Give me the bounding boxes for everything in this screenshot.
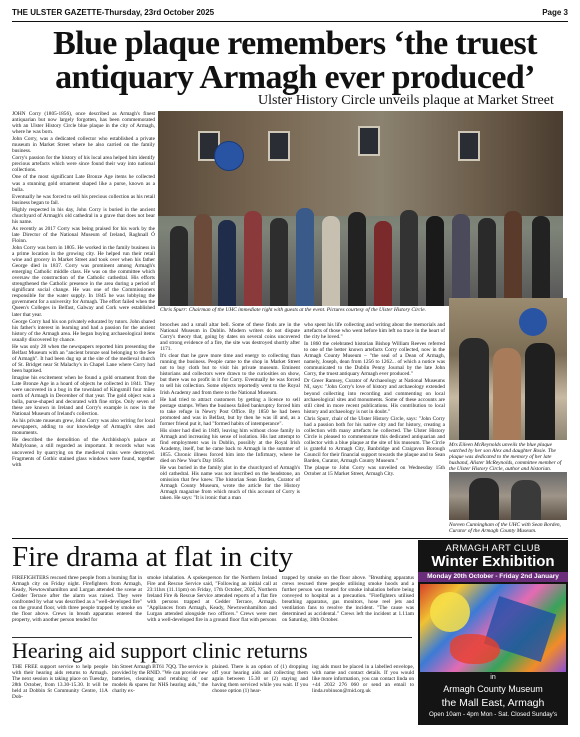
section-divider (12, 538, 568, 539)
fire-column-3: trapped by smoke on the floor above. "Breathing apparatus crews rescued three people utilising smoke hoods and a further person was treated for smoke inhalation before being conveyed to hospital as a precaution. "Firefighters utilised breathing apparatus, gas monitors, hose reel jets and ventilation fans to resolve the incident. "The cause was determined as accidental." Crews left the incident at 1.11am on Saturday, 18th October. (282, 575, 414, 624)
story1-column-2: brooches and a small altar bell. Some of these finds are in the National Museum in Dublin. Modern writers do not dispute Corry's theory that, going by dates on several coins uncovered and strong evidence of a fire, the site was destroyed shortly after 1171. It's clear that he gave more time and energy to collecting than running the business. People came to the shop in Market Street not to buy cloth but to visit his private museum. Eminent historians and collectors were drawn to the curiosities on show, but there was no profit in it for Corry. Eventually he was forced to sell his collection. Some objects reportedly went to the Royal Irish Academy and from there to the National Museum. He had tried to attract customers by getting a licence to sell postage stamps. When the business failed bankruptcy forced him to take refuge in Newry Post Office. By 1850 he had been promoted and was in Belfast, but by then he was ill and, as a former friend put it, had "formed habits of intemperance". His sister had died in 1849, leaving him without close family in Armagh and increasing his sense of isolation. His last attempt to find employment was in Dublin, possibly at the Royal Irish Academy, itself, but he came back to Armagh in the summer of 1855. Chronic illness forced him into the Infirmary, where he died on New Year's Day 1856. He was buried in the family plot in the churchyard of Armagh's old cathedral. His name was not inscribed on the headstone, an omission that few knew. The historian Sean Barden, Curator of Armagh County Museum, wrote the article for the History Armagh magazine from which much of this account of Corry is taken. He says: "It is ironic that a man (160, 322, 300, 502)
fire-column-2: smoke inhalation. A spokesperson for the Northern Ireland Fire and Rescue Service said, "Following an initial call at 23:11hrs (11.11pm) on Friday, 17th October, 2025, Northern Ireland Fire & Rescue Service attended reports of a flat fire with persons trapped at Cedder Terrace, Armagh. "Appliances from Armagh, Keady, Newtownhamilton and Lurgan attended alongside two officers." Crews were met with a well-developed fire in a ground floor flat with persons (147, 575, 277, 624)
advert-venue-place: the Mall East, Armagh (441, 697, 545, 709)
advert-title: ARMAGH ART CLUB (445, 543, 541, 554)
hearing-headline: Hearing aid support clinic returns (12, 637, 412, 663)
page-number: Page 3 (542, 8, 568, 17)
advert-dates: Monday 20th October - Friday 2nd January (418, 572, 568, 582)
unveiling-photo (449, 298, 567, 440)
advert-venue-intro: in (490, 674, 496, 681)
side-caption-unveiling: Mrs Eileen McReynolds unveils the blue plaque watched by her son Alex and daughter Rosie. The plaque was dedicated to the memory of her late husband, Alister McReynolds, committee member of the Ulster History Circle, author and historian. (449, 442, 562, 472)
side-caption-curator: Noreen Cunningham of the UHC with Sean Borden, Curator of the Armagh County Museum. (449, 522, 561, 534)
newspaper-dateline: THE ULSTER GAZETTE-Thursday, 23rd October 2025 (12, 8, 215, 17)
curator-photo (449, 472, 567, 520)
page-header (12, 8, 568, 22)
fire-headline: Fire drama at flat in city (12, 541, 294, 573)
hearing-column-2: bin Street Armagh BT61 7QQ. The service is provided by the RNID. "We can provide new batteries, cleaning and retubing of our models & spares for NHS hearing aids," the charity ex- (112, 664, 208, 695)
blue-plaque-icon (214, 141, 244, 171)
hearing-column-1: THE FREE support service to help people with their hearing aids returns to Armagh. The next session is taking place on Tuesday, 28th October, from 13.30-15.30. It will be held at Dobbin St Community Centre, 11A Dob- (12, 664, 108, 701)
advert-venue: Armagh County Museum (443, 684, 543, 694)
hearing-column-3: plained. There is an option of (1) dropping off your hearing aids and collecting them again between 15.30 or (2) staying and having them serviced while you wait. If you choose option (1) hear- (212, 664, 308, 695)
advert-artwork (420, 584, 566, 672)
main-subhead: Ulster History Circle unveils plaque at Market Street (258, 93, 554, 108)
art-club-advert (418, 540, 568, 725)
main-headline: Blue plaque remembers ‘the truest antiquary Armagh ever produced’ (53, 25, 537, 96)
event-photo (158, 111, 563, 306)
photo-caption: Chris Spurr: Chairman of the UHC immediate right with guests at the event. Pictures courtesy of the Ulster History Circle. (160, 307, 426, 313)
story1-column-1: JOHN Corry (1805-1856), once described as Armagh's finest antiquarian but now largely forgotten, has been commemorated with an Ulster History Circle blue plaque in the city of Armagh, where he was born. John Corry, was a dedicated collector who established a private museum in Market Street where he also carried on the family business. Corry's passion for the history of his local area helped him identify precious artefacts which were since found their way into national collections. One of the most significant Late Bronze Age items he collected was a stunning gold ornament shaped like a purse, known as a bulla. Eventually he was forced to sell his precious collection as his retail business began to fail. Highly respected in his day, John Corry is buried in the ancient churchyard of Armagh's old cathedral in a grave that does not bear his name. As recently as 2017 Corry was being praised for his work by the late Director of the National Museum of Ireland, Raghnall Ó Floinn. John Corry was born in 1805. He worked in the family business in a prime location in the growing city. He helped run their retail wine and grocery in Market Street and took over when his father George died in 1837. Corry was prominent among Armagh's emerging Catholic middle class. He was on the committee which oversaw the construction of the Catholic cathedral. His efforts strengthened the Catholic presence in the area during a period of significant social change. He was one of the Commissioners responsible for the water supply. In 1845 he was lobbying the government for a university for Armagh. The effort failed when the Queen's Colleges in Belfast, Galway and Cork were established later that year. George Corry had his son privately educated by tutors. John shared his father's interest in learning and had a passion for the ancient history of the Armagh area. He began buying archaeological items usually discovered by chance. He was only 28 when the newspapers reported him presenting the Belfast Museum with an "ancient bronze seal belonging to the See of Armagh". It had been dug up at the site of the medieval church of St. Bridget near St Malachy's in Chapel Lane where Corry had been baptised. Imagine his excitement when he found a gold ornament from the Late Bronze Age in a hoard of objects he collected in 1841. They were uncovered in a bog in the townland of Kingsmill four miles north of Armagh in December of that year. The gold object was a bulla, purse-shaped and decorated with fine strips. Only seven of these are known in Ireland and Corry's example is now in the National Museum of Ireland's collection. As his private museum grew, John Corry was also writing for local newspapers, adding to our knowledge of Armagh's sites and monuments. He described the demolition of the Archbishop's palace at Mullyloane, a still regarded as important. It records what was uncovered by quarrying on the medieval ruins were destroyed. Fragments of Gothic stained glass windows were found, together with (12, 111, 155, 468)
fire-column-1: FIREFIGHTERS rescued three people from a burning flat in Armagh city on Friday night. Firefighters from Armagh, Keady, Newtownhamilton and Lurgan attended the scene at Cedder Terrace after the alarm was raised. They were confronted by what was described as a "well-developed fire" on the ground floor, with three people trapped by smoke on the floor above. Crews in breath apparatus entered the property, with another person tended for (12, 575, 142, 624)
hearing-column-4: ing aids must be placed in a labelled envelope, with name and contact details. If you would like more information, you can contact linda on +44 2032 276 060 or send an email to linda.robinson@rnid.org.uk (312, 664, 414, 695)
advert-hours: Open 10am - 4pm Mon - Sat. Closed Sunday's (428, 711, 558, 718)
story1-column-3: who spent his life collecting and writing about the memorials and artefacts of those who went before him left no trace in the heart of the city he loved." In 1860 the celebrated historian Bishop William Reeves referred to one of the better known artefacts Corry collected, now in the Armagh County Museum – "the seal of a Dean of Armagh, namely, Joseph, dean from 1256 to 1262... of which a notice was communicated to the Dublin Penny Journal by the late John Corry, the truest antiquary Armagh ever produced." Dr Greer Ramsey, Curator of Archaeology at National Museums NI, says: "John Corry's love of history and archaeology extended beyond collecting into recording and commenting on local archaeological sites and monuments. Some of these accounts are still cited in more recent publications. His contribution to local history and archaeology is not in doubt." Chris Spurr, chair of the Ulster History Circle, says: "John Corry had a passion both for his native city and for history, creating a collection with many artefacts he collected. The Ulster History Circle is pleased to commemorate this dedicated antiquarian and collector with a blue plaque at the site of his museum. The Circle is grateful to Armagh City, Banbridge and Craigavon Borough Council for their financial support towards the plaque and to Sean Barden, Curator, Armagh County Museum." The plaque to John Corry was unveiled on Wednesday 15th October at 15 Market Street, Armagh City. (304, 322, 445, 478)
blue-plaque-icon (519, 308, 547, 336)
advert-event: Winter Exhibition (431, 553, 555, 570)
